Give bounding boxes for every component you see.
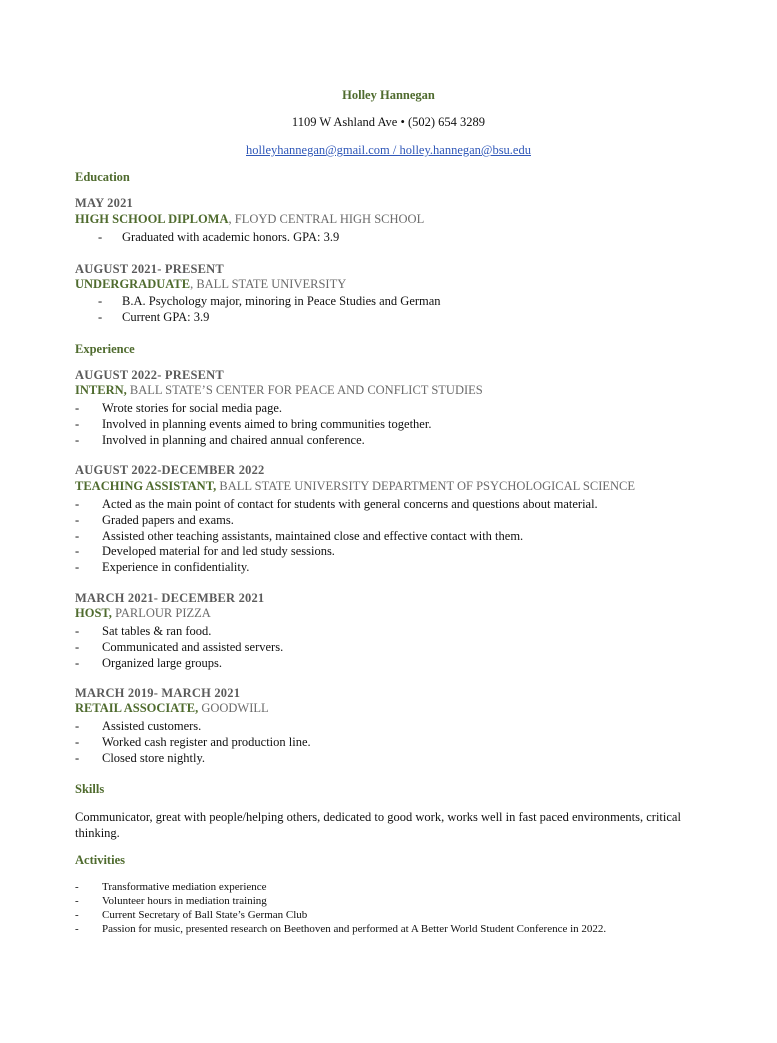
list-item: - Assisted customers. — [75, 719, 202, 733]
contact-address: 1109 W Ashland Ave • (502) 654 3289 — [291, 115, 486, 129]
entry-title: HIGH SCHOOL DIPLOMA — [75, 212, 229, 226]
entry-date: AUGUST 2021- PRESENT — [75, 262, 224, 276]
entry-bullets — [98, 294, 441, 326]
entry-date: MARCH 2021- DECEMBER 2021 — [75, 591, 265, 605]
entry-date: MARCH 2019- MARCH 2021 — [75, 686, 241, 700]
list-item: - Transformative mediation experience — [75, 881, 267, 893]
entry-org: , BALL STATE UNIVERSITY — [190, 277, 347, 291]
entry-role — [75, 277, 346, 292]
entry-title: UNDERGRADUATE — [75, 277, 191, 291]
list-item: - Sat tables & ran food. — [75, 624, 212, 638]
entry-date: AUGUST 2022- PRESENT — [75, 368, 224, 382]
entry-role — [75, 212, 424, 227]
activities-heading: Activities — [75, 853, 125, 867]
entry-bullets — [75, 401, 431, 448]
entry-role: RETAIL ASSOCIATE, GOODWILL — [75, 701, 269, 715]
list-item: - Involved in planning and chaired annual conference. — [75, 432, 365, 447]
list-item: - Current Secretary of Ball State’s German Club — [75, 909, 308, 921]
entry-org: , FLOYD CENTRAL HIGH SCHOOL — [228, 212, 425, 226]
activities-list — [75, 880, 606, 936]
list-item: - Experience in confidentiality. — [75, 560, 250, 575]
list-item: - Worked cash register and production line. — [75, 734, 311, 749]
skills-text: Communicator, great with people/helping others, dedicated to good work, works well in fast paced environments, critical thinking. — [75, 810, 681, 840]
bullet-dash: - — [98, 230, 103, 244]
list-item: - Involved in planning events aimed to bring communities together. — [75, 416, 432, 431]
list-item: - Graded papers and exams. — [75, 512, 234, 527]
list-item: - Graduated with academic honors. GPA: 3.9 — [98, 230, 340, 244]
list-item: - Developed material for and led study sessions. — [75, 544, 335, 559]
list-item: - Current GPA: 3.9 — [98, 309, 210, 324]
entry-role: TEACHING ASSISTANT, BALL STATE UNIVERSITY DEPARTMENT OF PSYCHOLOGICAL SCIENCE — [75, 479, 636, 493]
entry-date: AUGUST 2022-DECEMBER 2022 — [75, 463, 265, 477]
education-heading: Education — [75, 170, 130, 184]
entry-bullets — [98, 230, 339, 246]
entry-bullets — [75, 624, 283, 671]
list-item: - Acted as the main point of contact for students with general concerns and questions about material. — [75, 497, 598, 511]
list-item: - Closed store nightly. — [75, 750, 206, 765]
list-item: - Organized large groups. — [75, 655, 222, 670]
entry-date: MAY 2021 — [75, 196, 133, 210]
entry-role: HOST, PARLOUR PIZZA — [75, 606, 211, 620]
entry-bullets — [75, 497, 598, 576]
list-item: - Passion for music, presented research on Beethoven and performed at A Better World Student Conference in 2022. — [75, 923, 607, 935]
skills-heading: Skills — [75, 782, 105, 796]
entry-bullets — [75, 719, 311, 766]
entry-role: INTERN, BALL STATE’S CENTER FOR PEACE AND CONFLICT STUDIES — [75, 383, 483, 397]
list-item: - B.A. Psychology major, minoring in Peace Studies and German — [98, 294, 441, 308]
list-item: - Communicated and assisted servers. — [75, 639, 284, 654]
list-item: - Assisted other teaching assistants, maintained close and effective contact with them. — [75, 528, 524, 543]
list-item: - Wrote stories for social media page. — [75, 401, 282, 415]
resume-name: Holley Hannegan — [342, 88, 435, 102]
list-item: - Volunteer hours in mediation training — [75, 895, 267, 907]
experience-heading: Experience — [75, 342, 135, 356]
email-links[interactable]: holleyhannegan@gmail.com / holley.hannegan@bsu.edu — [246, 143, 531, 157]
